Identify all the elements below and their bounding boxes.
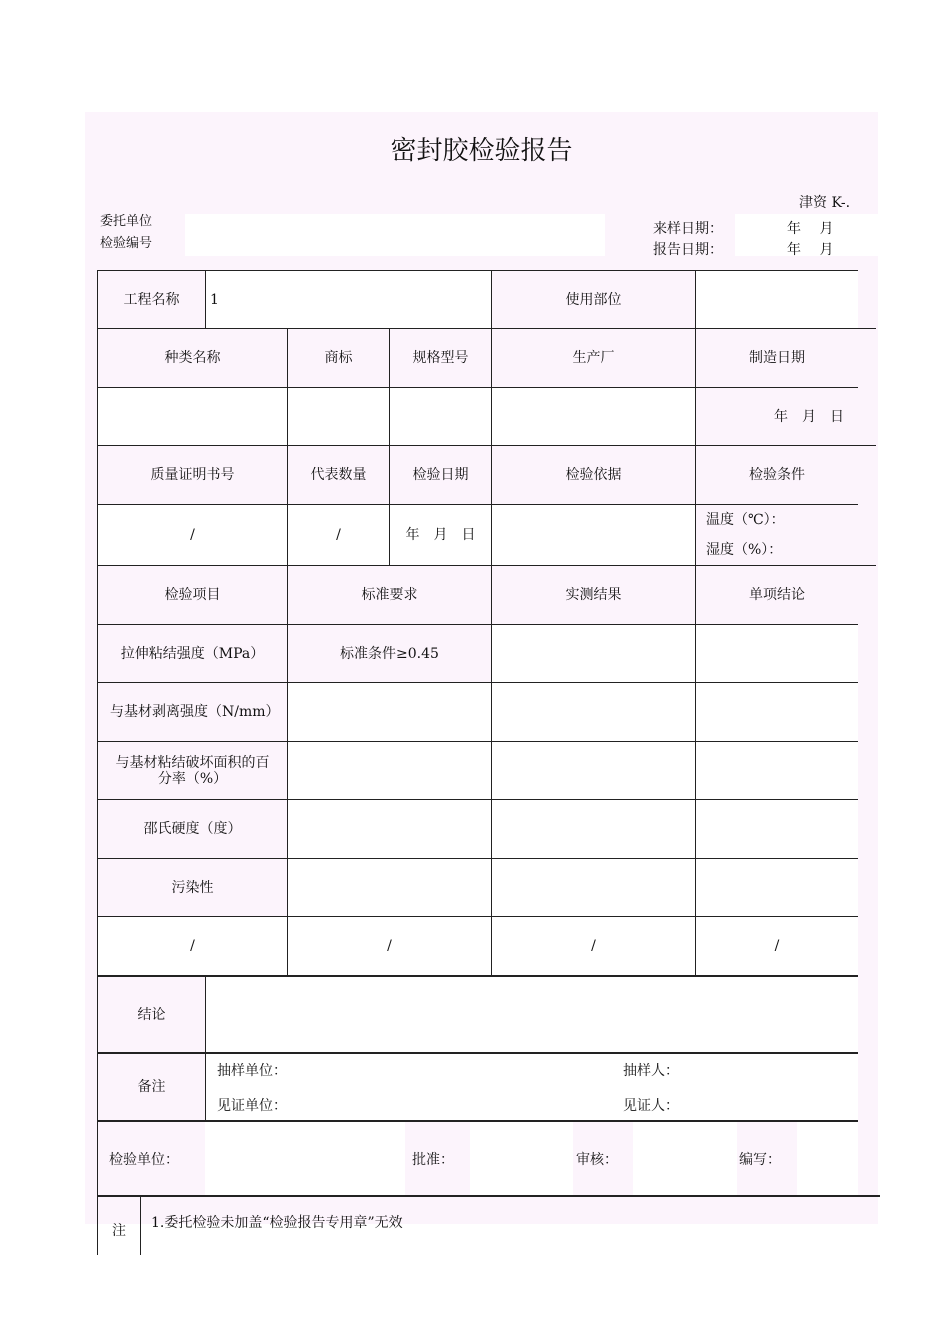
write-field[interactable] xyxy=(797,1122,858,1195)
col-item: 检验项目 xyxy=(97,565,287,624)
item-verdict[interactable] xyxy=(695,858,858,917)
item-verdict[interactable] xyxy=(695,682,858,741)
maker-value[interactable] xyxy=(491,387,695,445)
sampler-label: 抽样人： xyxy=(623,1063,679,1079)
item-result[interactable] xyxy=(491,682,695,741)
col-quantity: 代表数量 xyxy=(287,445,389,504)
sample-date-label: 来样日期： xyxy=(653,221,723,237)
conclusion-label: 结论 xyxy=(97,975,205,1052)
remarks-label: 备注 xyxy=(97,1052,205,1120)
col-result: 实测结果 xyxy=(491,565,695,624)
conditions-value[interactable] xyxy=(695,504,858,565)
review-field[interactable] xyxy=(633,1122,737,1195)
mfg-date-value[interactable]: 年 月 日 xyxy=(695,387,858,445)
location-label: 使用部位 xyxy=(491,270,695,328)
item-verdict[interactable] xyxy=(695,624,858,683)
basis-value[interactable] xyxy=(491,504,695,565)
col-brand: 商标 xyxy=(287,328,389,387)
item-standard: 标准条件≥0.45 xyxy=(287,624,491,683)
review-label: 审核： xyxy=(576,1152,618,1168)
item-name: 与基材粘结破坏面积的百分率（%） xyxy=(97,741,287,800)
humidity-label: 湿度（%）： xyxy=(706,542,783,558)
item-verdict[interactable] xyxy=(695,741,858,800)
item-standard xyxy=(287,741,491,800)
col-test-date: 检验日期 xyxy=(389,445,491,504)
witness-unit-label: 见证单位： xyxy=(217,1098,287,1114)
remarks-area[interactable] xyxy=(205,1052,858,1120)
test-date-value[interactable]: 年 月 日 xyxy=(389,504,491,565)
col-basis: 检验依据 xyxy=(491,445,695,504)
type-value[interactable] xyxy=(97,387,287,445)
item-name: 拉伸粘结强度（MPa） xyxy=(97,624,287,683)
sampling-unit-label: 抽样单位： xyxy=(217,1063,287,1079)
item-standard xyxy=(287,858,491,917)
test-unit-field[interactable] xyxy=(205,1122,405,1195)
col-verdict: 单项结论 xyxy=(695,565,876,624)
write-label: 编写： xyxy=(739,1152,781,1168)
item-result[interactable] xyxy=(491,624,695,683)
report-date-label: 报告日期： xyxy=(653,242,723,258)
page-title: 密封胶检验报告 xyxy=(390,136,573,166)
item-result[interactable] xyxy=(491,741,695,800)
spec-value[interactable] xyxy=(389,387,491,445)
extra-verdict[interactable]: / xyxy=(695,916,858,975)
extra-result[interactable]: / xyxy=(491,916,695,975)
project-label: 工程名称 xyxy=(97,270,205,328)
col-cert-no: 质量证明书号 xyxy=(97,445,287,504)
col-type: 种类名称 xyxy=(97,328,287,387)
col-maker: 生产厂 xyxy=(491,328,695,387)
col-spec: 规格型号 xyxy=(389,328,491,387)
brand-value[interactable] xyxy=(287,387,389,445)
item-name: 邵氏硬度（度） xyxy=(97,799,287,858)
report-sheet xyxy=(85,112,878,1239)
witness-label: 见证人： xyxy=(623,1098,679,1114)
item-standard xyxy=(287,799,491,858)
quantity-value[interactable]: / xyxy=(287,504,389,565)
temperature-label: 温度（℃）： xyxy=(706,512,785,528)
extra-item[interactable]: / xyxy=(97,916,287,975)
form-code: 津资 K-. xyxy=(799,195,851,211)
item-name: 污染性 xyxy=(97,858,287,917)
extra-standard[interactable]: / xyxy=(287,916,491,975)
project-value[interactable]: 1 xyxy=(205,270,491,328)
notes-label: 注 xyxy=(97,1195,140,1255)
client-field[interactable] xyxy=(185,214,605,256)
report-date-value: 年 月 xyxy=(787,242,834,258)
item-name: 与基材剥离强度（N/mm） xyxy=(97,682,287,741)
sample-date-value: 年 月 xyxy=(787,221,834,237)
cert-no-value[interactable]: / xyxy=(97,504,287,565)
item-standard xyxy=(287,682,491,741)
col-conditions: 检验条件 xyxy=(695,445,876,504)
location-value[interactable] xyxy=(695,270,858,328)
approve-field[interactable] xyxy=(470,1122,573,1195)
client-label: 委托单位 xyxy=(100,214,153,229)
col-mfg-date: 制造日期 xyxy=(695,328,876,387)
item-verdict[interactable] xyxy=(695,799,858,858)
notes-line-1: 1.委托检验未加盖“检验报告专用章”无效 xyxy=(140,1195,880,1255)
approve-label: 批准： xyxy=(412,1152,454,1168)
report-table xyxy=(97,270,858,1270)
report-no-label: 检验编号 xyxy=(100,236,153,251)
col-standard: 标准要求 xyxy=(287,565,491,624)
item-result[interactable] xyxy=(491,799,695,858)
test-unit-label: 检验单位： xyxy=(109,1152,179,1168)
conclusion-value[interactable] xyxy=(205,975,858,1052)
item-result[interactable] xyxy=(491,858,695,917)
